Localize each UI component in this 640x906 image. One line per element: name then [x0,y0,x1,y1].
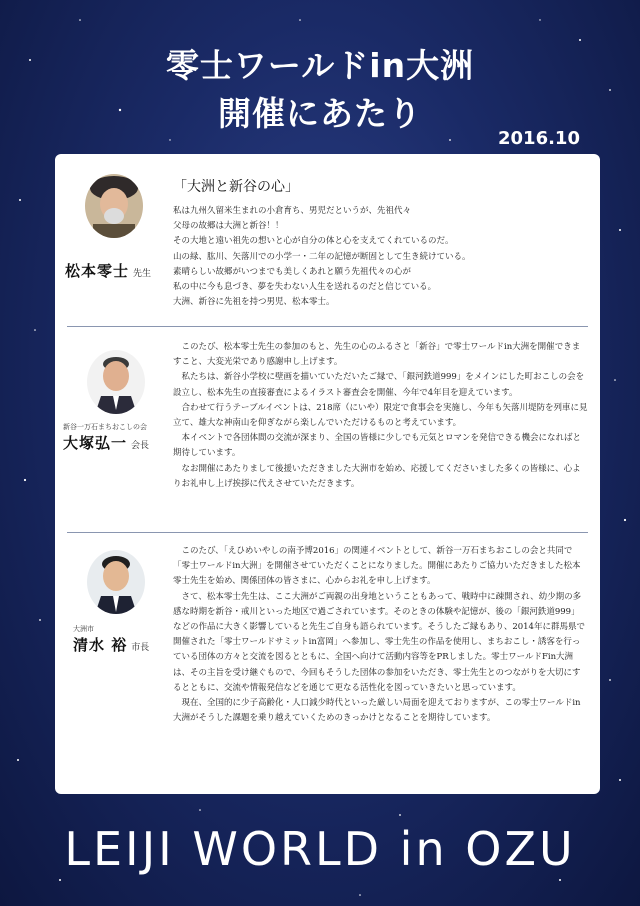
paragraph: 本イベントで各団体間の交流が深まり、全国の皆様に少しでも元気とロマンを発信できる機会になればと期待しています。 [173,433,582,459]
section-otsuka [55,326,600,532]
section-heading: 「大洲と新谷の心」 [173,179,299,195]
paragraph: 大洲、新谷に先祖を持つ男児、松本零士。 [173,297,335,308]
name-block-shimizu [73,624,149,655]
paragraph: 私たちは、新谷小学校に壁画を描いていただいたご縁で、「銀河鉄道999」をメインにした町おこしの会を設立し、松本先生の直接審査によるイラスト審査会を開催、今年で4年目を迎えています。 [173,372,585,398]
paragraph: 父母の故郷は大洲と新谷！！ [173,221,284,232]
paragraph: 私は九州久留米生まれの小倉育ち、男児だというが、先祖代々 [173,206,412,216]
name-block-matsumoto [65,260,151,281]
person-affiliation: 新谷一万石まちおこしの会 [63,423,147,431]
person-title: 先生 [133,269,152,279]
portrait-shimizu [87,550,145,614]
person-name: 松本零士 [65,262,130,280]
paragraph: 現在、全国的に少子高齢化・人口減少時代といった厳しい局面を迎えておりますが、この零士ワールドin大洲がそうした課題を乗り越えていくためのきっかけとなることを期待しています。 [173,698,581,724]
page-title-line2: 開催にあたり [218,94,422,133]
section-shimizu [55,532,600,794]
page-title-line1: 零士ワールドin大洲 [165,46,475,85]
message-body [173,340,588,492]
message-body [173,204,583,310]
paragraph: さて、松本零士先生は、ここ大洲がご両親の出身地ということもあって、戦時中に疎開され、幼少期の多感な時期を新谷・戒川といった地区で過ごされています。そのときの体験や記憶が、後の「銀河鉄道999」などの作品に大きく影響していると先生ご自身も語られています。そうしたご縁もあり、2014年に群馬県で開催された「零士ワールドサミットin富岡」へ参加し、零士先生の作品を使用し、まちおこし・誘客を行っている団体の方々と交流を図るとともに、全国へ向けて活動内容等をPRしました。零士ワールドFin大洲は、その主旨を受け継ぐもので、今回もそうした団体の参加をいただき、零士先生とのつながりを大切にするとともに、交流や情報発信などを通じて更なる活性化を図っていきたいと思っています。 [173,591,585,693]
paragraph: 山の緑、肱川、矢落川での小学一・二年の記憶が断固として生き続けている。 [173,251,471,262]
person-title: 会長 [131,441,150,451]
person-affiliation: 大洲市 [73,625,94,633]
paragraph: 私の中に今も息づき、夢を失わない人生を送れるのだと信じている。 [173,282,437,293]
issue-date: 2016.10 [498,128,580,149]
paragraph: 合わせて行うテーブルイベントは、218席（にいや）限定で食事会を実施し、今年も矢落川堤防を列車に見立て、雄大な神南山を仰ぎながら楽しんでいただけるものと考えています。 [173,402,588,429]
section-matsumoto [55,154,600,326]
message-body [173,544,588,726]
person-title: 市長 [131,643,150,653]
content-panel [55,154,600,794]
paragraph: なお開催にあたりまして後援いただきました大洲市を始め、応援してくださいました多くの皆様に、心よりお礼申し上げ挨拶に代えさせていただきます。 [173,463,581,489]
person-name: 清水 裕 [73,636,128,654]
footer-logo-text: LEIJI WORLD in OZU [64,822,576,876]
name-block-otsuka [63,422,149,453]
portrait-matsumoto [85,174,143,238]
paragraph: このたび、「えひめいやしの南予博2016」の関連イベントとして、新谷一万石まちおこしの会と共同で「零士ワールドin大洲」を開催させていただくことになりました。開催にあたりご協力いただきました松本零士先生を始め、関係団体の皆さまに、心からお礼を申し上げます。 [173,546,581,587]
person-name: 大塚弘一 [63,434,128,452]
portrait-otsuka [87,350,145,414]
paragraph: このたび、松本零士先生の参加のもと、先生の心のふるさと「新谷」で零士ワールドin大洲を開催できますこと、大変光栄であり感謝申し上げます。 [173,342,581,368]
paragraph: その大地と遠い祖先の想いと心が自分の体と心を支えてくれているのだ。 [173,236,454,247]
paragraph: 素晴らしい故郷がいつまでも美しくあれと願う先祖代々の心が [173,266,412,277]
